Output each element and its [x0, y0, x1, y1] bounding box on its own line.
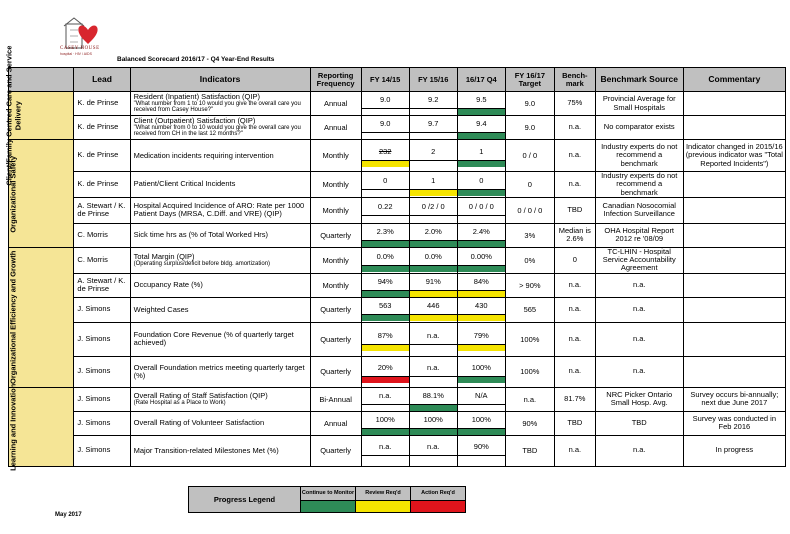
benchmark-cell: n.a.	[554, 140, 595, 172]
scorecard-row	[9, 273, 786, 297]
indicator-cell	[130, 140, 310, 172]
indicator-name: Resident (Inpatient) Satisfaction (QIP)	[133, 91, 260, 101]
status-bar-fy1516	[410, 404, 457, 411]
indicator-cell	[130, 297, 310, 322]
target-cell: 0 / 0 / 0	[505, 197, 554, 223]
value-cell-fy1516	[409, 356, 457, 387]
status-bar-fy1415	[362, 132, 409, 139]
frequency-cell: Quarterly	[310, 356, 361, 387]
indicator-cell	[130, 387, 310, 411]
status-bar-q4	[458, 344, 505, 351]
target-cell: 0%	[505, 247, 554, 273]
frequency-cell: Bi-Annual	[310, 387, 361, 411]
value-cell-q4	[457, 172, 505, 198]
indicator-detail: (Rate Hospital as a Place to Work)	[133, 399, 226, 406]
value-fy1415: n.a.	[378, 442, 392, 451]
value-cell-fy1516	[409, 197, 457, 223]
legend-green-swatch	[301, 501, 356, 513]
lead-cell: K. de Prinse	[74, 92, 130, 116]
category-label: Learning and Innovation	[8, 383, 18, 471]
value-q4: 9.5	[476, 95, 487, 104]
benchmark-source-cell: Canadian Nosocomial Infection Surveillance	[595, 197, 683, 223]
target-cell: 9.0	[505, 92, 554, 116]
frequency-cell: Annual	[310, 116, 361, 140]
header-lead: Lead	[74, 68, 130, 92]
value-cell-fy1516	[409, 223, 457, 247]
value-q4: 100%	[471, 414, 491, 424]
status-bar-fy1516	[410, 344, 457, 351]
frequency-cell: Monthly	[310, 140, 361, 172]
status-bar-fy1516	[410, 240, 457, 247]
value-fy1415: 100%	[375, 414, 395, 424]
benchmark-cell: n.a.	[554, 322, 595, 356]
value-fy1516: 9.2	[428, 95, 439, 104]
value-cell-fy1415	[361, 322, 409, 356]
value-cell-q4	[457, 387, 505, 411]
commentary-cell: Indicator changed in 2015/16 (previous indicator was "Total Reported Incidents")	[683, 140, 785, 172]
value-q4: 9.4	[476, 119, 487, 128]
scorecard-row	[9, 356, 786, 387]
indicator-detail: "What number from 0 to 10 would you give the overall care you received from CH in the last 12 months?"	[133, 124, 301, 138]
value-cell-fy1516	[409, 387, 457, 411]
value-fy1415: 9.0	[379, 119, 391, 128]
value-cell-fy1516	[409, 247, 457, 273]
lead-cell: J. Simons	[74, 387, 130, 411]
value-cell-fy1516	[409, 172, 457, 198]
indicator-cell	[130, 435, 310, 466]
scorecard-row	[9, 247, 786, 273]
indicator-name: Hospital Acquired Incidence of ARO: Rate per 1000 Patient Days (MRSA, C.Diff. and VRE) (QIP)	[133, 201, 305, 219]
value-cell-fy1415	[361, 273, 409, 297]
value-q4: 0 / 0 / 0	[468, 201, 494, 211]
scorecard-row	[9, 387, 786, 411]
commentary-cell	[683, 116, 785, 140]
value-cell-fy1516	[409, 273, 457, 297]
value-cell-fy1516	[409, 322, 457, 356]
frequency-cell: Quarterly	[310, 322, 361, 356]
indicator-name: Overall Rating of Staff Satisfaction (QIP)	[133, 390, 268, 400]
indicator-detail: "What number from 1 to 10 would you give the overall care you received from Casey House?"	[133, 100, 301, 114]
target-cell: 100%	[505, 322, 554, 356]
benchmark-cell: n.a.	[554, 356, 595, 387]
value-fy1516: 100%	[423, 414, 443, 424]
status-bar-q4	[458, 314, 505, 321]
indicator-cell	[130, 116, 310, 140]
status-bar-fy1516	[410, 455, 457, 462]
value-cell-fy1516	[409, 140, 457, 172]
benchmark-source-cell: Provincial Average for Small Hospitals	[595, 92, 683, 116]
indicator-name: Total Margin (QIP)	[133, 251, 195, 261]
benchmark-cell: n.a.	[554, 172, 595, 198]
target-cell: 100%	[505, 356, 554, 387]
value-q4: 0	[479, 175, 484, 185]
value-fy1415: 0.22	[377, 201, 393, 211]
value-q4: 90%	[473, 442, 489, 451]
category-efficiency	[9, 247, 74, 387]
benchmark-cell: Median is 2.6%	[554, 223, 595, 247]
frequency-cell: Quarterly	[310, 435, 361, 466]
status-bar-fy1415	[362, 428, 409, 435]
org-name: CASEY HOUSE	[60, 46, 100, 51]
value-fy1415: 232	[378, 147, 392, 156]
scorecard-row	[9, 197, 786, 223]
benchmark-cell: n.a.	[554, 116, 595, 140]
indicator-cell	[130, 223, 310, 247]
status-bar-fy1516	[410, 265, 457, 272]
frequency-cell: Annual	[310, 411, 361, 435]
status-bar-q4	[458, 108, 505, 115]
frequency-cell: Monthly	[310, 172, 361, 198]
target-cell: 9.0	[505, 116, 554, 140]
value-fy1415: 9.0	[379, 95, 391, 104]
scorecard-row	[9, 223, 786, 247]
indicator-cell	[130, 411, 310, 435]
commentary-cell: Survey occurs bi-annually; next due June 2017	[683, 387, 785, 411]
category-client	[4, 45, 74, 186]
benchmark-source-cell: Industry experts do not recommend a benchmark	[595, 172, 683, 198]
benchmark-cell: 75%	[554, 92, 595, 116]
value-cell-fy1415	[361, 92, 409, 116]
benchmark-cell: n.a.	[554, 435, 595, 466]
value-cell-q4	[457, 411, 505, 435]
value-cell-fy1415	[361, 140, 409, 172]
value-cell-q4	[457, 223, 505, 247]
commentary-cell	[683, 322, 785, 356]
value-cell-q4	[457, 322, 505, 356]
target-cell: > 90%	[505, 273, 554, 297]
value-fy1415: 2.3%	[376, 226, 394, 236]
value-fy1415: 0	[383, 175, 388, 185]
frequency-cell: Annual	[310, 92, 361, 116]
value-fy1516: 446	[426, 301, 440, 310]
value-cell-q4	[457, 140, 505, 172]
header-benchmark: Bench-mark	[554, 68, 595, 92]
status-bar-fy1415	[362, 290, 409, 297]
indicator-name: Medication incidents requiring intervention	[133, 150, 274, 160]
document-title: Balanced Scorecard 2016/17 - Q4 Year-End Results	[117, 56, 275, 63]
value-q4: N/A	[475, 390, 488, 400]
target-cell: 565	[505, 297, 554, 322]
status-bar-q4	[458, 132, 505, 139]
benchmark-source-cell: No comparator exists	[595, 116, 683, 140]
org-subtitle: hospital · HIV / AIDS	[60, 52, 92, 56]
commentary-cell	[683, 197, 785, 223]
status-bar-q4	[458, 404, 505, 411]
benchmark-source-cell: Industry experts do not recommend a benchmark	[595, 140, 683, 172]
value-fy1516: n.a.	[426, 363, 440, 372]
header-q4: 16/17 Q4	[457, 68, 505, 92]
status-bar-fy1415	[362, 189, 409, 196]
value-q4: 0.00%	[470, 251, 492, 261]
frequency-cell: Monthly	[310, 247, 361, 273]
header-target: FY 16/17 Target	[505, 68, 554, 92]
indicator-name: Occupancy Rate (%)	[133, 280, 203, 290]
value-cell-fy1415	[361, 223, 409, 247]
benchmark-cell: TBD	[554, 411, 595, 435]
status-bar-fy1516	[410, 428, 457, 435]
benchmark-source-cell: n.a.	[595, 435, 683, 466]
value-cell-fy1415	[361, 356, 409, 387]
commentary-cell: In progress	[683, 435, 785, 466]
footer-date: May 2017	[55, 512, 82, 518]
value-fy1516: n.a.	[426, 330, 440, 340]
frequency-cell: Monthly	[310, 197, 361, 223]
frequency-cell: Monthly	[310, 273, 361, 297]
value-cell-fy1516	[409, 411, 457, 435]
lead-cell: J. Simons	[74, 435, 130, 466]
status-bar-fy1516	[410, 376, 457, 383]
status-bar-fy1516	[410, 160, 457, 167]
status-bar-fy1516	[410, 215, 457, 222]
indicator-cell	[130, 322, 310, 356]
status-bar-fy1516	[410, 108, 457, 115]
value-fy1516: 9.7	[428, 119, 439, 128]
value-cell-fy1516	[409, 297, 457, 322]
value-cell-q4	[457, 356, 505, 387]
value-cell-fy1516	[409, 116, 457, 140]
scorecard-row	[9, 435, 786, 466]
commentary-cell	[683, 297, 785, 322]
value-fy1415: 94%	[377, 276, 393, 286]
scorecard-row	[9, 116, 786, 140]
indicator-name: Foundation Core Revenue (% of quarterly target achieved)	[133, 330, 294, 347]
legend-action-label: Action Req'd	[411, 487, 466, 501]
scorecard-row	[9, 322, 786, 356]
commentary-cell	[683, 92, 785, 116]
category-label: Organizational Efficiency and Growth	[8, 250, 18, 385]
category-learning	[8, 383, 74, 471]
value-fy1415: n.a.	[378, 390, 392, 400]
header-row	[9, 68, 786, 92]
scorecard-row	[9, 92, 786, 116]
status-bar-q4	[458, 428, 505, 435]
indicator-detail: (Operating surplus/deficit before bldg. amortization)	[133, 260, 271, 267]
status-bar-q4	[458, 455, 505, 462]
status-bar-fy1415	[362, 455, 409, 462]
frequency-cell: Quarterly	[310, 223, 361, 247]
lead-cell: C. Morris	[74, 247, 130, 273]
header-source: Benchmark Source	[595, 68, 683, 92]
indicator-name: Client (Outpatient) Satisfaction (QIP)	[133, 115, 256, 125]
scorecard-row	[9, 172, 786, 198]
scorecard-row	[9, 411, 786, 435]
value-cell-fy1415	[361, 247, 409, 273]
legend-review-label: Review Req'd	[356, 487, 411, 501]
value-cell-q4	[457, 297, 505, 322]
value-cell-fy1516	[409, 435, 457, 466]
target-cell: TBD	[505, 435, 554, 466]
indicator-cell	[130, 273, 310, 297]
target-cell: 0 / 0	[505, 140, 554, 172]
value-fy1415: 563	[378, 301, 392, 310]
commentary-cell	[683, 356, 785, 387]
legend-title: Progress Legend	[189, 487, 301, 513]
indicator-cell	[130, 172, 310, 198]
benchmark-cell: 81.7%	[554, 387, 595, 411]
legend-red-swatch	[411, 501, 466, 513]
status-bar-fy1516	[410, 314, 457, 321]
target-cell: 3%	[505, 223, 554, 247]
benchmark-source-cell: n.a.	[595, 273, 683, 297]
benchmark-source-cell: n.a.	[595, 356, 683, 387]
value-cell-q4	[457, 197, 505, 223]
value-cell-q4	[457, 247, 505, 273]
lead-cell: K. de Prinse	[74, 140, 130, 172]
value-fy1516: 2.0%	[424, 226, 442, 236]
indicator-cell	[130, 197, 310, 223]
benchmark-source-cell: OHA Hospital Report 2012 re '08/09	[595, 223, 683, 247]
category-label: Organizational Safety	[8, 155, 18, 233]
value-q4: 1	[479, 147, 484, 156]
status-bar-fy1415	[362, 265, 409, 272]
status-bar-q4	[458, 240, 505, 247]
status-bar-q4	[458, 160, 505, 167]
header-fy1516: FY 15/16	[409, 68, 457, 92]
value-cell-fy1415	[361, 197, 409, 223]
indicator-name: Overall Rating of Volunteer Satisfaction	[133, 418, 265, 428]
value-cell-fy1415	[361, 297, 409, 322]
value-cell-fy1516	[409, 92, 457, 116]
value-fy1415: 87%	[377, 330, 393, 340]
value-fy1516: 1	[431, 175, 436, 185]
commentary-cell	[683, 172, 785, 198]
benchmark-source-cell: n.a.	[595, 322, 683, 356]
lead-cell: A. Stewart / K. de Prinse	[74, 273, 130, 297]
benchmark-cell: n.a.	[554, 273, 595, 297]
value-cell-fy1415	[361, 435, 409, 466]
header-fy1415: FY 14/15	[361, 68, 409, 92]
scorecard-row	[9, 140, 786, 172]
value-cell-fy1415	[361, 411, 409, 435]
lead-cell: J. Simons	[74, 297, 130, 322]
value-fy1415: 0.0%	[376, 251, 394, 261]
value-q4: 100%	[471, 363, 491, 372]
lead-cell: A. Stewart / K. de Prinse	[74, 197, 130, 223]
status-bar-fy1415	[362, 376, 409, 383]
header-commentary: Commentary	[683, 68, 785, 92]
lead-cell: K. de Prinse	[74, 172, 130, 198]
commentary-cell	[683, 273, 785, 297]
progress-legend	[188, 486, 466, 513]
value-cell-q4	[457, 116, 505, 140]
indicator-name: Overall Foundation metrics meeting quarterly target (%)	[133, 362, 305, 380]
value-q4: 84%	[473, 276, 489, 286]
lead-cell: K. de Prinse	[74, 116, 130, 140]
commentary-cell: Survey was conducted in Feb 2016	[683, 411, 785, 435]
target-cell: n.a.	[505, 387, 554, 411]
header-indicators: Indicators	[130, 68, 310, 92]
value-fy1516: 0.0%	[424, 251, 442, 261]
value-q4: 79%	[473, 330, 489, 340]
value-cell-q4	[457, 435, 505, 466]
status-bar-fy1516	[410, 189, 457, 196]
indicator-name: Sick time hrs as (% of Total Worked Hrs)	[133, 230, 268, 240]
commentary-cell	[683, 247, 785, 273]
benchmark-cell: n.a.	[554, 297, 595, 322]
status-bar-fy1415	[362, 108, 409, 115]
status-bar-q4	[458, 376, 505, 383]
target-cell: 0	[505, 172, 554, 198]
benchmark-source-cell: NRC Picker Ontario Small Hosp. Avg.	[595, 387, 683, 411]
benchmark-source-cell: TBD	[595, 411, 683, 435]
status-bar-q4	[458, 265, 505, 272]
benchmark-source-cell: TC-LHIN - Hospital Service Accountability Agreement	[595, 247, 683, 273]
value-fy1516: 2	[431, 147, 436, 156]
status-bar-fy1516	[410, 132, 457, 139]
value-fy1516: n.a.	[426, 442, 440, 451]
status-bar-fy1415	[362, 160, 409, 167]
value-fy1516: 91%	[425, 276, 441, 286]
indicator-name: Major Transition-related Milestones Met (%)	[133, 445, 279, 455]
status-bar-fy1415	[362, 314, 409, 321]
value-q4: 430	[475, 301, 488, 310]
value-cell-fy1415	[361, 116, 409, 140]
value-fy1516: 0 /2 / 0	[421, 201, 445, 211]
status-bar-q4	[458, 189, 505, 196]
value-cell-q4	[457, 92, 505, 116]
status-bar-q4	[458, 215, 505, 222]
indicator-cell	[130, 92, 310, 116]
category-label: Client/Family Centred Care and Service Delivery	[4, 45, 22, 186]
header-frequency: Reporting Frequency	[310, 68, 361, 92]
indicator-cell	[130, 247, 310, 273]
status-bar-fy1415	[362, 404, 409, 411]
legend-continue-label: Continue to Monitor	[301, 487, 356, 501]
indicator-name: Weighted Cases	[133, 304, 189, 314]
value-fy1516: 88.1%	[422, 390, 444, 400]
status-bar-fy1516	[410, 290, 457, 297]
legend-yellow-swatch	[356, 501, 411, 513]
lead-cell: J. Simons	[74, 322, 130, 356]
target-cell: 90%	[505, 411, 554, 435]
lead-cell: J. Simons	[74, 411, 130, 435]
benchmark-cell: 0	[554, 247, 595, 273]
scorecard-row	[9, 297, 786, 322]
commentary-cell	[683, 223, 785, 247]
benchmark-cell: TBD	[554, 197, 595, 223]
frequency-cell: Quarterly	[310, 297, 361, 322]
lead-cell: C. Morris	[74, 223, 130, 247]
value-q4: 2.4%	[472, 226, 490, 236]
value-cell-q4	[457, 273, 505, 297]
status-bar-fy1415	[362, 240, 409, 247]
value-cell-fy1415	[361, 387, 409, 411]
lead-cell: J. Simons	[74, 356, 130, 387]
status-bar-q4	[458, 290, 505, 297]
status-bar-fy1415	[362, 215, 409, 222]
value-cell-fy1415	[361, 172, 409, 198]
value-fy1415: 20%	[377, 363, 393, 372]
indicator-name: Patient/Client Critical Incidents	[133, 179, 236, 189]
status-bar-fy1415	[362, 344, 409, 351]
indicator-cell	[130, 356, 310, 387]
benchmark-source-cell: n.a.	[595, 297, 683, 322]
